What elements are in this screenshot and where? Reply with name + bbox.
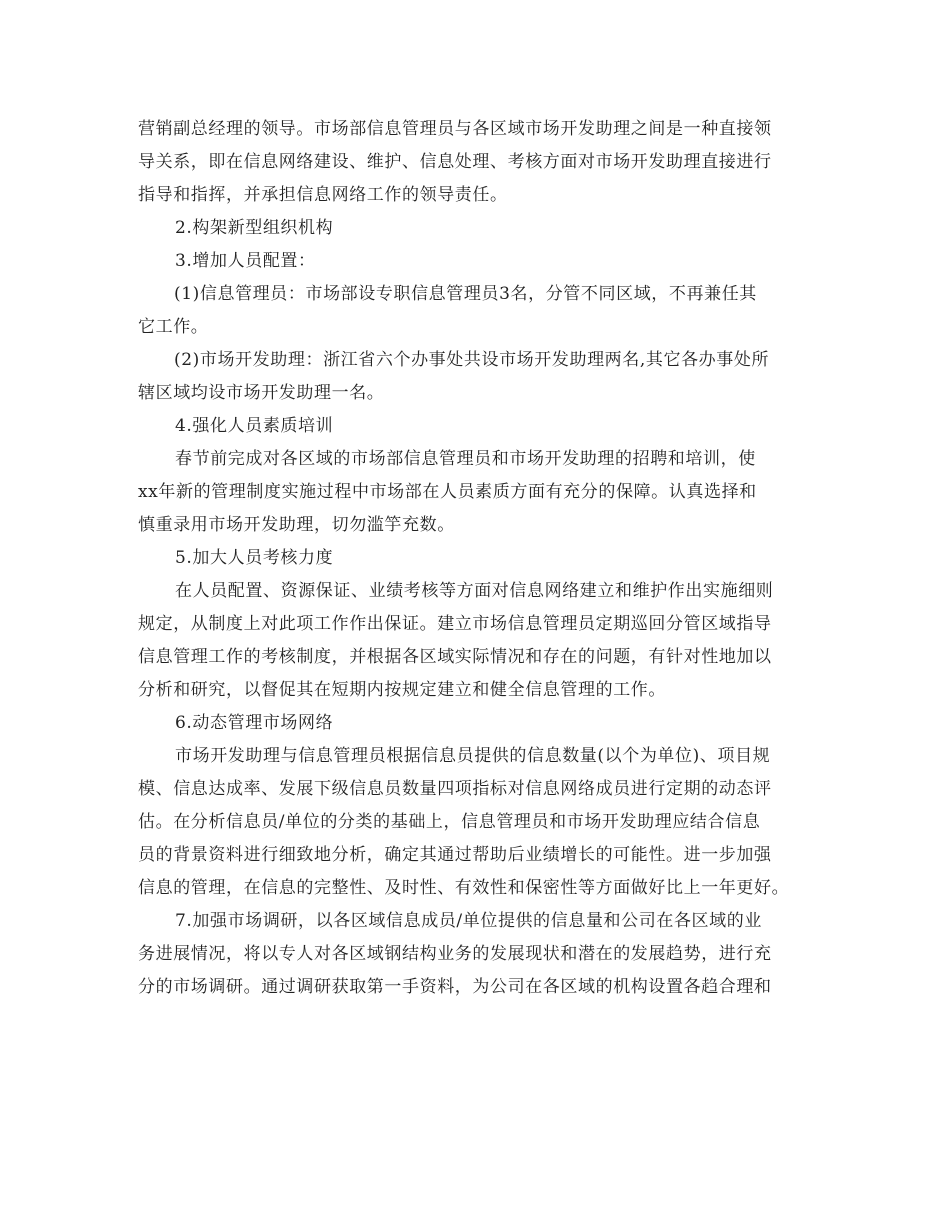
text-line: 它工作。 xyxy=(138,317,209,337)
text-line: 分的市场调研。通过调研获取第一手资料，为公司在各区域的机构设置各趋合理和 xyxy=(138,977,772,997)
section-heading: 6.动态管理市场网络 xyxy=(175,713,334,733)
text-line: 信息管理工作的考核制度，并根据各区域实际情况和存在的问题，有针对性地加以 xyxy=(138,647,772,667)
text-line: 指导和指挥，并承担信息网络工作的领导责任。 xyxy=(138,185,508,205)
text-line: 估。在分析信息员/单位的分类的基础上，信息管理员和市场开发助理应结合信息 xyxy=(138,812,761,832)
section-heading: 7.加强市场调研，以各区域信息成员/单位提供的信息量和公司在各区域的业 xyxy=(175,911,762,931)
text-line: 信息的管理，在信息的完整性、及时性、有效性和保密性等方面做好比上一年更好。 xyxy=(138,878,790,898)
section-heading: 3.增加人员配置： xyxy=(175,251,316,271)
section-heading: 2.构架新型组织机构 xyxy=(175,218,334,238)
text-line: 导关系，即在信息网络建设、维护、信息处理、考核方面对市场开发助理直接进行 xyxy=(138,152,772,172)
text-line: 市场开发助理与信息管理员根据信息员提供的信息数量(以个为单位)、项目规 xyxy=(175,746,771,766)
text-line: 营销副总经理的领导。市场部信息管理员与各区域市场开发助理之间是一种直接领 xyxy=(138,119,772,139)
section-heading: 4.强化人员素质培训 xyxy=(175,416,334,436)
text-line: 规定，从制度上对此项工作作出保证。建立市场信息管理员定期巡回分管区域指导 xyxy=(138,614,772,634)
text-line: 务进展情况，将以专人对各区域钢结构业务的发展现状和潜在的发展趋势，进行充 xyxy=(138,944,772,964)
text-line: 模、信息达成率、发展下级信息员数量四项指标对信息网络成员进行定期的动态评 xyxy=(138,779,772,799)
text-line: 在人员配置、资源保证、业绩考核等方面对信息网络建立和维护作出实施细则 xyxy=(175,581,774,601)
text-line: 分析和研究，以督促其在短期内按规定建立和健全信息管理的工作。 xyxy=(138,680,666,700)
text-line: 慎重录用市场开发助理，切勿滥竽充数。 xyxy=(138,515,455,535)
text-line: 辖区域均设市场开发助理一名。 xyxy=(138,383,385,403)
text-line: 员的背景资料进行细致地分析，确定其通过帮助后业绩增长的可能性。进一步加强 xyxy=(138,845,772,865)
text-line: (1)信息管理员：市场部设专职信息管理员3名，分管不同区域，不再兼任其 xyxy=(174,284,757,304)
text-line: xx年新的管理制度实施过程中市场部在人员素质方面有充分的保障。认真选择和 xyxy=(138,482,757,502)
text-line: 春节前完成对各区域的市场部信息管理员和市场开发助理的招聘和培训，使 xyxy=(175,449,756,469)
document-body xyxy=(138,113,828,1004)
section-heading: 5.加大人员考核力度 xyxy=(175,548,334,568)
text-line: (2)市场开发助理：浙江省六个办事处共设市场开发助理两名,其它各办事处所 xyxy=(174,350,770,370)
